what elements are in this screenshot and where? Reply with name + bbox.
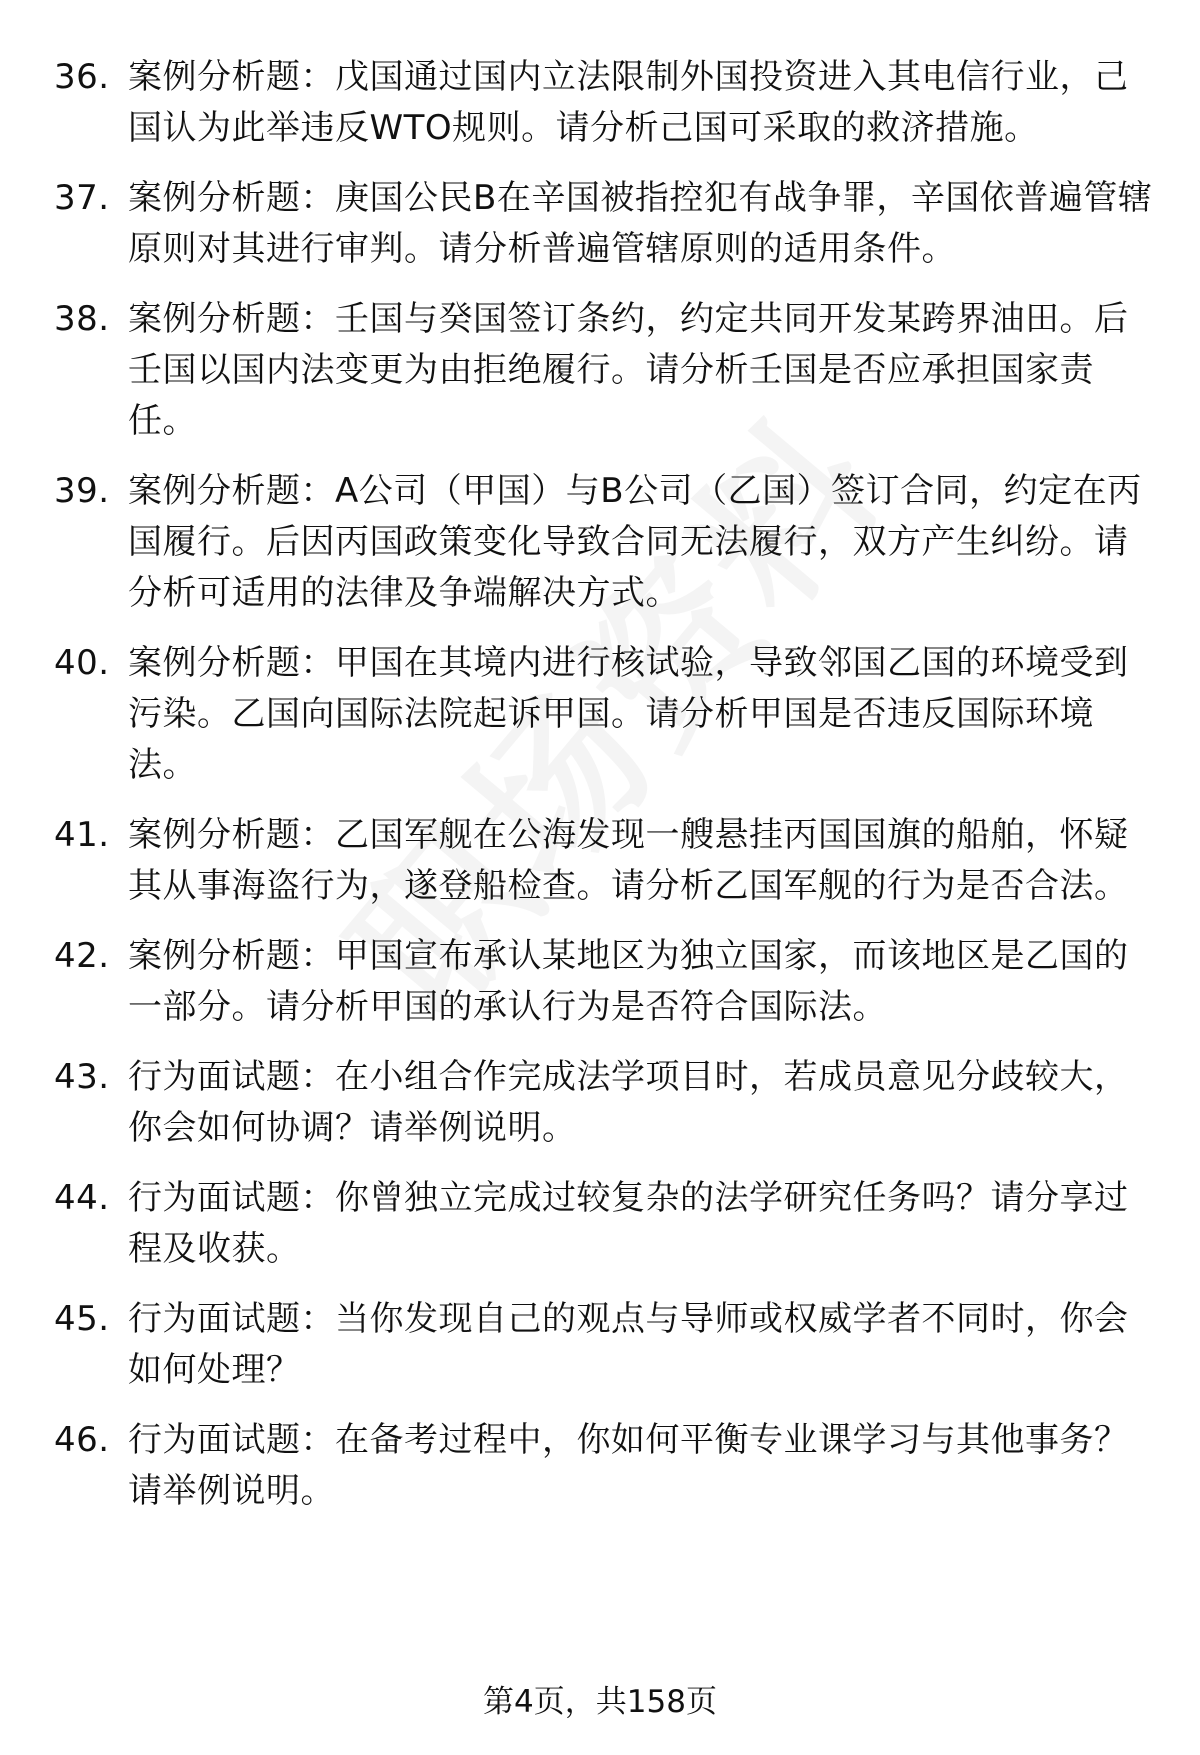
question-item bbox=[0, 638, 1200, 791]
question-number: 45. bbox=[54, 1299, 110, 1339]
question-number: 41. bbox=[54, 815, 110, 855]
question-text: 行为面试题：在小组合作完成法学项目时，若成员意见分歧较大，你会如何协调？请举例说明。 bbox=[128, 1057, 1129, 1148]
question-list bbox=[0, 52, 1200, 1536]
question-item bbox=[0, 294, 1200, 447]
question-item bbox=[0, 1052, 1200, 1154]
question-number: 37. bbox=[54, 178, 110, 218]
question-text: 案例分析题：乙国军舰在公海发现一艘悬挂丙国国旗的船舶，怀疑其从事海盗行为，遂登船检查。请分析乙国军舰的行为是否合法。 bbox=[128, 815, 1129, 906]
question-item bbox=[0, 931, 1200, 1033]
question-text: 行为面试题：当你发现自己的观点与导师或权威学者不同时，你会如何处理？ bbox=[128, 1299, 1129, 1390]
page-number-footer: 第4页，共158页 bbox=[483, 1684, 717, 1720]
question-item bbox=[0, 1173, 1200, 1275]
question-text: 案例分析题：A公司（甲国）与B公司（乙国）签订合同，约定在丙国履行。后因丙国政策变化导致合同无法履行，双方产生纠纷。请分析可适用的法律及争端解决方式。 bbox=[128, 471, 1142, 613]
question-text: 案例分析题：壬国与癸国签订条约，约定共同开发某跨界油田。后壬国以国内法变更为由拒绝履行。请分析壬国是否应承担国家责任。 bbox=[128, 299, 1129, 441]
question-item bbox=[0, 466, 1200, 619]
question-number: 46. bbox=[54, 1420, 110, 1460]
question-text: 案例分析题：甲国宣布承认某地区为独立国家，而该地区是乙国的一部分。请分析甲国的承认行为是否符合国际法。 bbox=[128, 936, 1129, 1027]
question-number: 43. bbox=[54, 1057, 110, 1097]
question-item bbox=[0, 52, 1200, 154]
question-item bbox=[0, 173, 1200, 275]
question-number: 38. bbox=[54, 299, 110, 339]
question-text: 行为面试题：你曾独立完成过较复杂的法学研究任务吗？请分享过程及收获。 bbox=[128, 1178, 1129, 1269]
question-item bbox=[0, 1415, 1200, 1517]
question-item bbox=[0, 810, 1200, 912]
question-item bbox=[0, 1294, 1200, 1396]
question-text: 行为面试题：在备考过程中，你如何平衡专业课学习与其他事务？请举例说明。 bbox=[128, 1420, 1129, 1511]
question-number: 44. bbox=[54, 1178, 110, 1218]
question-text: 案例分析题：戊国通过国内立法限制外国投资进入其电信行业，己国认为此举违反WTO规则。请分析己国可采取的救济措施。 bbox=[128, 57, 1129, 148]
question-number: 42. bbox=[54, 936, 110, 976]
question-text: 案例分析题：庚国公民B在辛国被指控犯有战争罪，辛国依普遍管辖原则对其进行审判。请分析普遍管辖原则的适用条件。 bbox=[128, 178, 1153, 269]
question-number: 36. bbox=[54, 57, 110, 97]
question-number: 40. bbox=[54, 643, 110, 683]
question-text: 案例分析题：甲国在其境内进行核试验，导致邻国乙国的环境受到污染。乙国向国际法院起诉甲国。请分析甲国是否违反国际环境法。 bbox=[128, 643, 1129, 785]
question-number: 39. bbox=[54, 471, 110, 511]
